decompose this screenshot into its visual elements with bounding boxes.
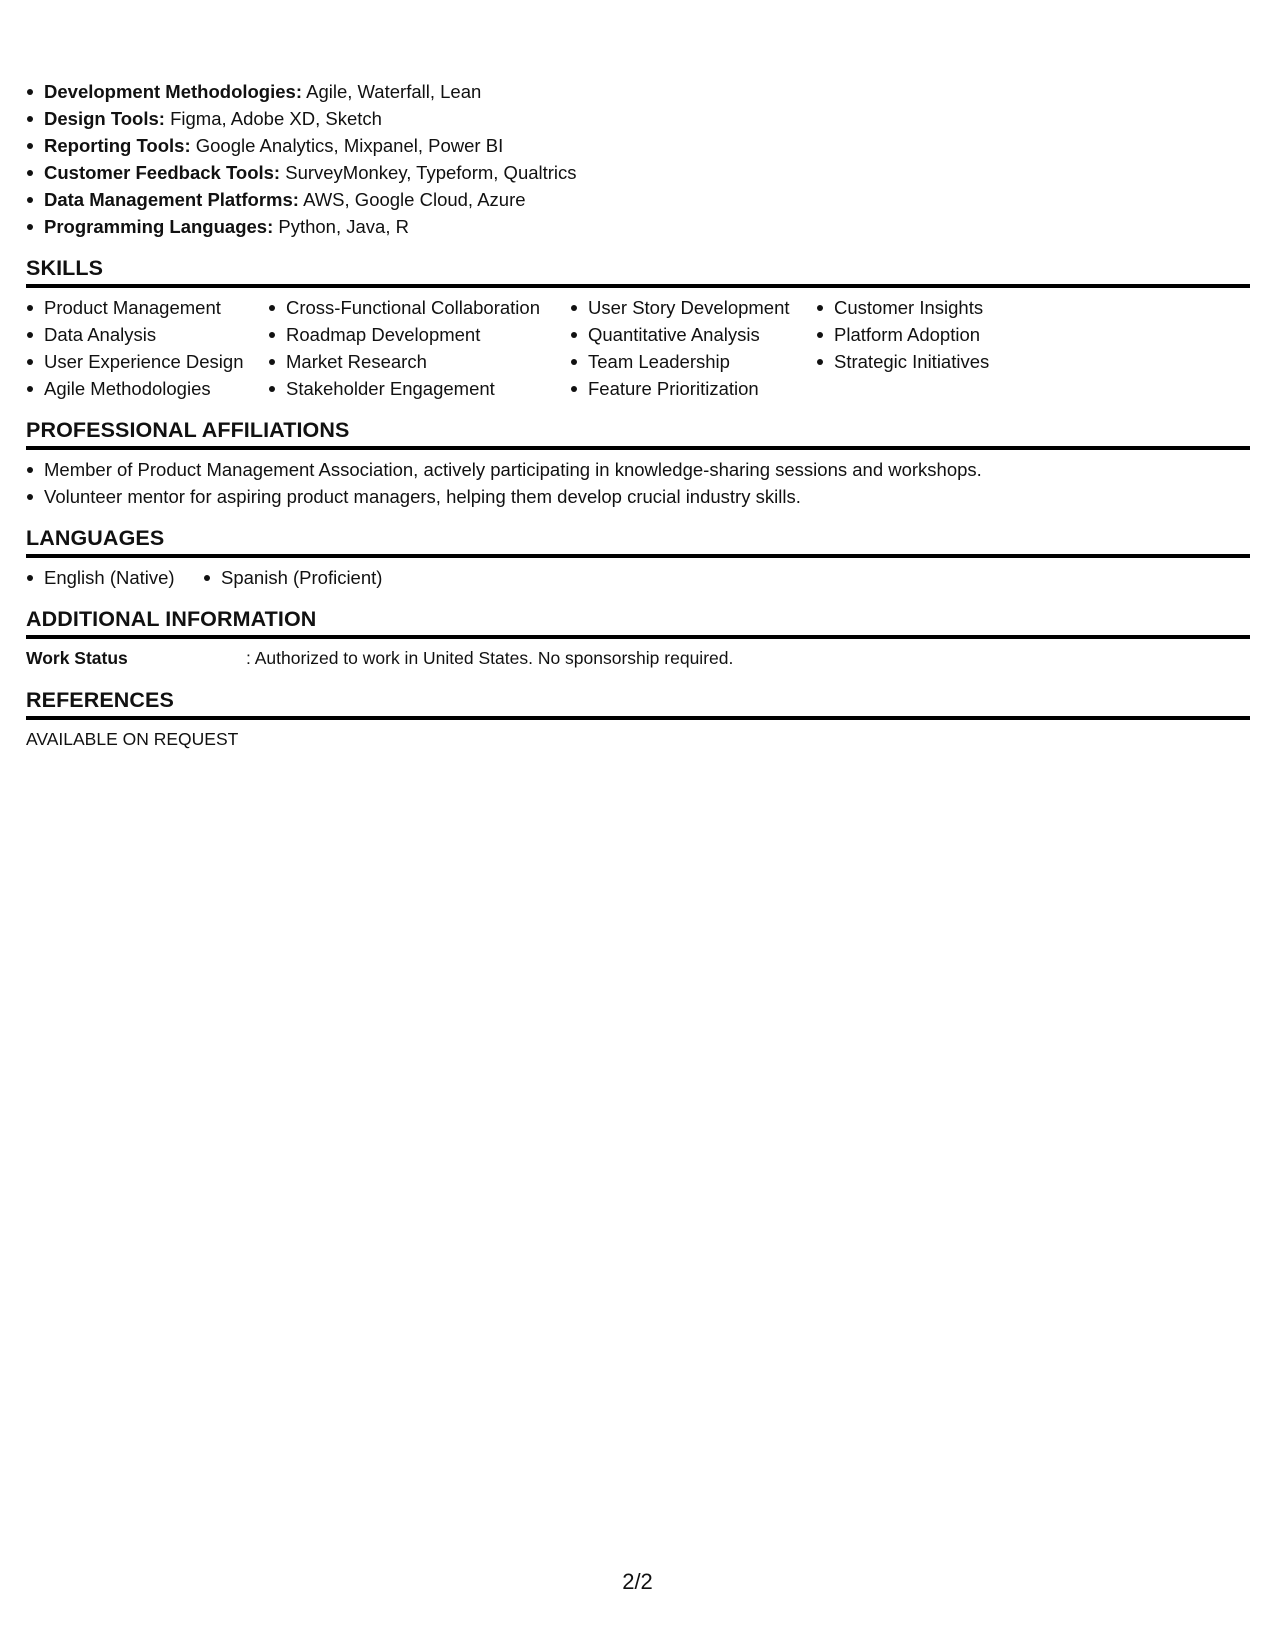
section-title-languages: LANGUAGES bbox=[26, 520, 1250, 558]
section-title-skills: SKILLS bbox=[26, 250, 1250, 288]
skill-item: Cross-Functional Collaboration bbox=[268, 294, 570, 321]
languages-section bbox=[26, 520, 1250, 591]
tools-item bbox=[26, 159, 1250, 186]
tools-item bbox=[26, 186, 1250, 213]
skill-item: Market Research bbox=[268, 348, 570, 375]
tools-item-label: Data Management Platforms: bbox=[44, 189, 299, 210]
section-title-references: REFERENCES bbox=[26, 682, 1250, 720]
language-column bbox=[203, 564, 382, 591]
skills-column bbox=[26, 294, 268, 402]
skills-section bbox=[26, 250, 1250, 402]
work-status-row bbox=[26, 639, 1250, 672]
tools-item-value: SurveyMonkey, Typeform, Qualtrics bbox=[280, 162, 577, 183]
skills-column bbox=[268, 294, 570, 402]
tools-item-label: Design Tools: bbox=[44, 108, 165, 129]
skill-item: Platform Adoption bbox=[816, 321, 1076, 348]
work-status-value: : Authorized to work in United States. No sponsorship required. bbox=[246, 648, 734, 668]
affiliation-item: Volunteer mentor for aspiring product managers, helping them develop crucial industry skills. bbox=[26, 483, 1250, 510]
resume-content bbox=[26, 78, 1250, 753]
tools-item-label: Programming Languages: bbox=[44, 216, 274, 237]
skill-item: Quantitative Analysis bbox=[570, 321, 816, 348]
affiliations-section bbox=[26, 412, 1250, 510]
section-title-affiliations: PROFESSIONAL AFFILIATIONS bbox=[26, 412, 1250, 450]
references-section bbox=[26, 682, 1250, 753]
skills-columns bbox=[26, 288, 1250, 402]
tools-item-value: Figma, Adobe XD, Sketch bbox=[164, 108, 382, 129]
additional-section bbox=[26, 601, 1250, 672]
tools-list bbox=[26, 78, 1250, 240]
page-number: 2/2 bbox=[622, 1569, 653, 1594]
skills-column bbox=[570, 294, 816, 402]
language-column bbox=[26, 564, 203, 591]
skill-item: Data Analysis bbox=[26, 321, 268, 348]
tools-item-value: AWS, Google Cloud, Azure bbox=[298, 189, 526, 210]
tools-item bbox=[26, 78, 1250, 105]
skill-item: Stakeholder Engagement bbox=[268, 375, 570, 402]
references-text: AVAILABLE ON REQUEST bbox=[26, 729, 239, 749]
tools-item-label: Customer Feedback Tools: bbox=[44, 162, 281, 183]
skill-item: Team Leadership bbox=[570, 348, 816, 375]
tools-item bbox=[26, 105, 1250, 132]
skill-item: Strategic Initiatives bbox=[816, 348, 1076, 375]
skill-item: Feature Prioritization bbox=[570, 375, 816, 402]
skill-item: Roadmap Development bbox=[268, 321, 570, 348]
tools-item-value: Google Analytics, Mixpanel, Power BI bbox=[190, 135, 504, 156]
skill-item: Customer Insights bbox=[816, 294, 1076, 321]
tools-item-label: Development Methodologies: bbox=[44, 81, 302, 102]
tools-item-value: Agile, Waterfall, Lean bbox=[302, 81, 482, 102]
skill-item: Product Management bbox=[26, 294, 268, 321]
skills-column bbox=[816, 294, 1076, 402]
languages-list bbox=[26, 558, 1250, 591]
work-status-label: Work Status bbox=[26, 648, 128, 668]
affiliations-list bbox=[26, 450, 1250, 510]
tools-item bbox=[26, 132, 1250, 159]
section-title-additional: ADDITIONAL INFORMATION bbox=[26, 601, 1250, 639]
skill-item: User Experience Design bbox=[26, 348, 268, 375]
tools-item bbox=[26, 213, 1250, 240]
language-item: English (Native) bbox=[26, 564, 203, 591]
skill-item: User Story Development bbox=[570, 294, 816, 321]
language-item: Spanish (Proficient) bbox=[203, 564, 382, 591]
skill-item: Agile Methodologies bbox=[26, 375, 268, 402]
tools-item-label: Reporting Tools: bbox=[44, 135, 191, 156]
affiliation-item: Member of Product Management Association, actively participating in knowledge-sharing sessions and workshops. bbox=[26, 456, 1250, 483]
tools-item-value: Python, Java, R bbox=[273, 216, 409, 237]
